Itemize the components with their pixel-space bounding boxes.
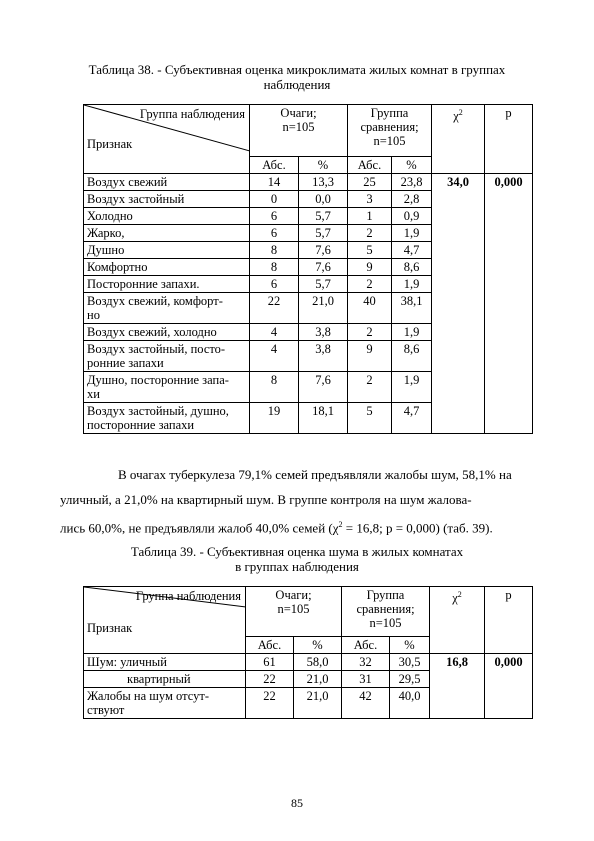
table38-caption [60, 62, 534, 92]
cell-a1: 4 [250, 324, 299, 341]
p-value: 0,000 [485, 654, 533, 719]
cell-a2: 2 [348, 276, 392, 293]
cell-a1: 6 [250, 276, 299, 293]
foci-label: Очаги; [275, 588, 312, 602]
foci-label: Очаги; [280, 106, 317, 120]
table39 [83, 586, 533, 719]
row-sign: Шум: уличный [84, 654, 246, 671]
row-sign: Комфортно [84, 259, 250, 276]
row-sign: Воздух свежий [84, 174, 250, 191]
cell-p1: 21,0 [294, 671, 342, 688]
abs-header: Абс. [250, 157, 299, 174]
cell-p2: 23,8 [392, 174, 432, 191]
cell-p1: 7,6 [299, 372, 348, 403]
paragraph-line3: лись 60,0%, не предъявляли жалоб 40,0% семей ($\chi^2 = 16,8$; р = 0,000) (таб. 39). [60, 520, 493, 536]
cell-p2: 1,9 [392, 324, 432, 341]
cell-a2: 2 [348, 225, 392, 242]
abs-header: Абс. [246, 637, 294, 654]
chi-header: $\chi^2$ [430, 587, 485, 654]
cell-p2: 8,6 [392, 341, 432, 372]
cell-p1: 58,0 [294, 654, 342, 671]
row-sign: Холодно [84, 208, 250, 225]
abs-header: Абс. [348, 157, 392, 174]
page-number: 85 [291, 796, 303, 810]
row-sign: Воздух застойный [84, 191, 250, 208]
cell-p1: 18,1 [299, 403, 348, 434]
cell-a1: 6 [250, 225, 299, 242]
cell-a1: 61 [246, 654, 294, 671]
p-value: 0,000 [485, 174, 533, 434]
cell-p1: 3,8 [299, 341, 348, 372]
cell-p1: 21,0 [299, 293, 348, 324]
table38-header-corner [84, 105, 250, 174]
chi-value: 16,8 [430, 654, 485, 719]
comparison-label1: Группа [366, 588, 405, 602]
cell-a2: 5 [348, 403, 392, 434]
comparison-label1: Группа [370, 106, 409, 120]
row-sign: квартирный [84, 671, 246, 688]
cell-a1: 8 [250, 242, 299, 259]
row-sign: Посторонние запахи. [84, 276, 250, 293]
row-sign: Воздух свежий, холодно [84, 324, 250, 341]
cell-a2: 9 [348, 259, 392, 276]
cell-a2: 42 [342, 688, 390, 719]
table39-caption-line1: Таблица 39. - Субъективная оценка шума в жилых комнатах [130, 544, 464, 559]
comparison-n: n=105 [373, 134, 406, 148]
cell-a2: 5 [348, 242, 392, 259]
cell-p2: 1,9 [392, 225, 432, 242]
cell-a1: 22 [250, 293, 299, 324]
cell-a1: 8 [250, 372, 299, 403]
sign-label: Признак [87, 137, 133, 151]
cell-a1: 22 [246, 671, 294, 688]
cell-a1: 8 [250, 259, 299, 276]
cell-a2: 40 [348, 293, 392, 324]
cell-a2: 31 [342, 671, 390, 688]
cell-p2: 38,1 [392, 293, 432, 324]
body-paragraph [60, 462, 554, 540]
pct-header: % [390, 637, 430, 654]
row-sign: Жарко, [84, 225, 250, 242]
cell-p1: 5,7 [299, 276, 348, 293]
foci-header [246, 587, 342, 637]
p-header: p [485, 587, 533, 654]
row-sign: Воздух свежий, комфорт- но [84, 293, 250, 324]
cell-p1: 5,7 [299, 225, 348, 242]
cell-p2: 1,9 [392, 372, 432, 403]
cell-a2: 25 [348, 174, 392, 191]
table39-caption [60, 544, 534, 574]
paragraph-line2: уличный, а 21,0% на квартирный шум. В группе контроля на шум жалова- [60, 492, 472, 507]
group-label: Группа наблюдения [135, 589, 241, 603]
table38-caption-line1: Таблица 38. - Субъективная оценка микроклимата жилых комнат в группах [88, 62, 506, 77]
cell-p1: 7,6 [299, 242, 348, 259]
cell-p1: 7,6 [299, 259, 348, 276]
cell-a2: 32 [342, 654, 390, 671]
pct-header: % [299, 157, 348, 174]
cell-p2: 2,8 [392, 191, 432, 208]
chi-header: $\chi^2$ [432, 105, 485, 174]
cell-a1: 19 [250, 403, 299, 434]
cell-a2: 2 [348, 372, 392, 403]
cell-a1: 22 [246, 688, 294, 719]
foci-n: n=105 [277, 602, 310, 616]
pct-header: % [392, 157, 432, 174]
cell-p1: 5,7 [299, 208, 348, 225]
table39-header-corner [84, 587, 246, 654]
comparison-header [348, 105, 432, 157]
row-sign: Душно [84, 242, 250, 259]
cell-p1: 21,0 [294, 688, 342, 719]
table39-caption-line2: в группах наблюдения [235, 559, 359, 574]
cell-a1: 4 [250, 341, 299, 372]
p-header: p [485, 105, 533, 174]
foci-n: n=105 [282, 120, 315, 134]
table38 [83, 104, 533, 434]
cell-p2: 1,9 [392, 276, 432, 293]
chi-value: 34,0 [432, 174, 485, 434]
cell-p1: 3,8 [299, 324, 348, 341]
cell-a1: 14 [250, 174, 299, 191]
comparison-label2: сравнения; [360, 120, 419, 134]
group-label: Группа наблюдения [139, 107, 245, 121]
row-sign: Душно, посторонние запа- хи [84, 372, 250, 403]
comparison-label2: сравнения; [356, 602, 415, 616]
comparison-n: n=105 [369, 616, 402, 630]
table38-caption-line2: наблюдения [263, 77, 331, 92]
cell-p2: 40,0 [390, 688, 430, 719]
cell-a2: 2 [348, 324, 392, 341]
cell-a2: 9 [348, 341, 392, 372]
cell-p2: 0,9 [392, 208, 432, 225]
row-sign: Воздух застойный, душно, посторонние запахи [84, 403, 250, 434]
cell-p2: 4,7 [392, 403, 432, 434]
table-row [84, 654, 533, 671]
cell-p2: 30,5 [390, 654, 430, 671]
row-sign: Жалобы на шум отсут- ствуют [84, 688, 246, 719]
table-row [84, 174, 533, 191]
paragraph-line1: В очагах туберкулеза 79,1% семей предъявляли жалобы шум, 58,1% на [118, 467, 512, 482]
pct-header: % [294, 637, 342, 654]
cell-a1: 6 [250, 208, 299, 225]
foci-header [250, 105, 348, 157]
cell-p1: 13,3 [299, 174, 348, 191]
cell-a2: 3 [348, 191, 392, 208]
cell-a1: 0 [250, 191, 299, 208]
cell-p2: 8,6 [392, 259, 432, 276]
sign-label: Признак [87, 621, 133, 635]
row-sign: Воздух застойный, посто- ронние запахи [84, 341, 250, 372]
cell-p2: 29,5 [390, 671, 430, 688]
cell-p1: 0,0 [299, 191, 348, 208]
cell-a2: 1 [348, 208, 392, 225]
cell-p2: 4,7 [392, 242, 432, 259]
abs-header: Абс. [342, 637, 390, 654]
comparison-header [342, 587, 430, 637]
